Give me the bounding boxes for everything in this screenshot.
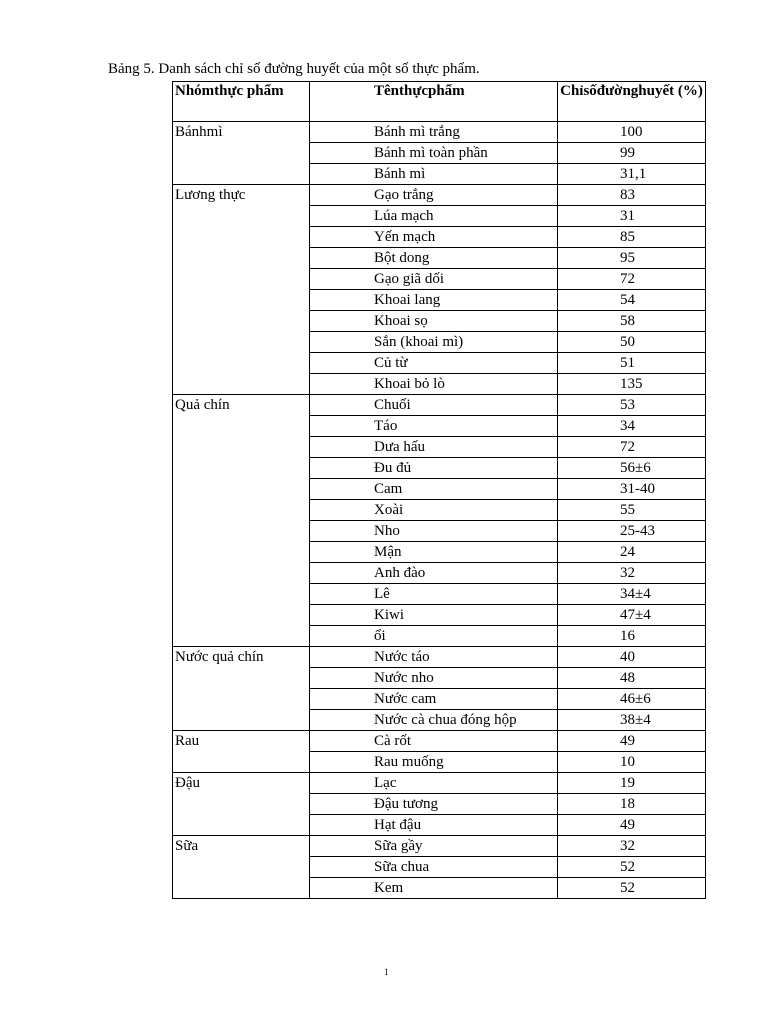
glycemic-value-cell: 46±6 xyxy=(558,689,706,710)
glycemic-value-cell: 52 xyxy=(558,857,706,878)
glycemic-value-cell: 48 xyxy=(558,668,706,689)
glycemic-value-cell: 52 xyxy=(558,878,706,899)
food-group-cell: Đậu xyxy=(173,773,310,836)
glycemic-value-cell: 72 xyxy=(558,437,706,458)
food-name-cell: Khoai sọ xyxy=(310,311,558,332)
glycemic-value-cell: 19 xyxy=(558,773,706,794)
glycemic-value-cell: 10 xyxy=(558,752,706,773)
table-row xyxy=(173,395,706,416)
food-name-cell: Lúa mạch xyxy=(310,206,558,227)
page-number: 1 xyxy=(384,967,389,977)
food-name-cell: Yến mạch xyxy=(310,227,558,248)
glycemic-value-cell: 72 xyxy=(558,269,706,290)
food-name-cell: Sữa gầy xyxy=(310,836,558,857)
glycemic-value-cell: 49 xyxy=(558,731,706,752)
food-name-cell: Bánh mì xyxy=(310,164,558,185)
food-name-cell: Củ từ xyxy=(310,353,558,374)
food-name-cell: Cà rốt xyxy=(310,731,558,752)
glycemic-value-cell: 47±4 xyxy=(558,605,706,626)
food-name-cell: Bánh mì trắng xyxy=(310,122,558,143)
glycemic-value-cell: 54 xyxy=(558,290,706,311)
food-name-cell: Bột dong xyxy=(310,248,558,269)
header-food-name: Tênthựcphẩm xyxy=(310,82,558,122)
food-name-cell: Nước táo xyxy=(310,647,558,668)
table-body xyxy=(173,122,706,899)
glycemic-value-cell: 32 xyxy=(558,836,706,857)
food-name-cell: Hạt đậu xyxy=(310,815,558,836)
glycemic-value-cell: 50 xyxy=(558,332,706,353)
food-name-cell: Nho xyxy=(310,521,558,542)
table-row xyxy=(173,647,706,668)
food-name-cell: Lê xyxy=(310,584,558,605)
food-name-cell: Bánh mì toàn phần xyxy=(310,143,558,164)
glycemic-value-cell: 95 xyxy=(558,248,706,269)
food-group-cell: Bánhmì xyxy=(173,122,310,185)
glycemic-value-cell: 16 xyxy=(558,626,706,647)
glycemic-value-cell: 55 xyxy=(558,500,706,521)
food-name-cell: Kem xyxy=(310,878,558,899)
glycemic-value-cell: 135 xyxy=(558,374,706,395)
food-name-cell: Nước cam xyxy=(310,689,558,710)
glycemic-value-cell: 34 xyxy=(558,416,706,437)
table-row xyxy=(173,185,706,206)
food-name-cell: Đu đủ xyxy=(310,458,558,479)
food-name-cell: Anh đào xyxy=(310,563,558,584)
header-glycemic-index: Chỉsốđườnghuyết (%) xyxy=(558,82,706,122)
food-group-cell: Sữa xyxy=(173,836,310,899)
food-name-cell: Chuối xyxy=(310,395,558,416)
food-name-cell: Gạo trắng xyxy=(310,185,558,206)
food-name-cell: Rau muống xyxy=(310,752,558,773)
food-name-cell: Đậu tương xyxy=(310,794,558,815)
food-name-cell: Cam xyxy=(310,479,558,500)
table-row xyxy=(173,773,706,794)
food-group-cell: Lương thực xyxy=(173,185,310,395)
food-name-cell: Lạc xyxy=(310,773,558,794)
glycemic-value-cell: 83 xyxy=(558,185,706,206)
food-name-cell: Nước cà chua đóng hộp xyxy=(310,710,558,731)
glycemic-value-cell: 40 xyxy=(558,647,706,668)
header-food-group: Nhómthực phẩm xyxy=(173,82,310,122)
glycemic-index-table xyxy=(172,81,706,899)
food-name-cell: Khoai lang xyxy=(310,290,558,311)
table-caption: Bảng 5. Danh sách chỉ số đường huyết của một số thực phẩm. xyxy=(108,61,480,77)
glycemic-value-cell: 99 xyxy=(558,143,706,164)
header-row xyxy=(173,82,706,122)
glycemic-value-cell: 32 xyxy=(558,563,706,584)
glycemic-value-cell: 56±6 xyxy=(558,458,706,479)
table-row xyxy=(173,122,706,143)
glycemic-value-cell: 58 xyxy=(558,311,706,332)
glycemic-value-cell: 53 xyxy=(558,395,706,416)
glycemic-value-cell: 85 xyxy=(558,227,706,248)
food-name-cell: Nước nho xyxy=(310,668,558,689)
glycemic-value-cell: 38±4 xyxy=(558,710,706,731)
food-name-cell: Táo xyxy=(310,416,558,437)
glycemic-value-cell: 31 xyxy=(558,206,706,227)
glycemic-value-cell: 31,1 xyxy=(558,164,706,185)
food-name-cell: ổi xyxy=(310,626,558,647)
glycemic-value-cell: 31-40 xyxy=(558,479,706,500)
food-group-cell: Quả chín xyxy=(173,395,310,647)
food-group-cell: Nước quả chín xyxy=(173,647,310,731)
food-name-cell: Xoài xyxy=(310,500,558,521)
glycemic-value-cell: 18 xyxy=(558,794,706,815)
food-name-cell: Dưa hấu xyxy=(310,437,558,458)
food-name-cell: Khoai bỏ lò xyxy=(310,374,558,395)
table-row xyxy=(173,731,706,752)
food-name-cell: Sắn (khoai mì) xyxy=(310,332,558,353)
table-row xyxy=(173,836,706,857)
food-group-cell: Rau xyxy=(173,731,310,773)
food-name-cell: Mận xyxy=(310,542,558,563)
glycemic-value-cell: 25-43 xyxy=(558,521,706,542)
food-name-cell: Sữa chua xyxy=(310,857,558,878)
glycemic-value-cell: 100 xyxy=(558,122,706,143)
glycemic-value-cell: 24 xyxy=(558,542,706,563)
food-name-cell: Kiwi xyxy=(310,605,558,626)
food-name-cell: Gạo giã dối xyxy=(310,269,558,290)
glycemic-value-cell: 34±4 xyxy=(558,584,706,605)
glycemic-value-cell: 49 xyxy=(558,815,706,836)
glycemic-value-cell: 51 xyxy=(558,353,706,374)
